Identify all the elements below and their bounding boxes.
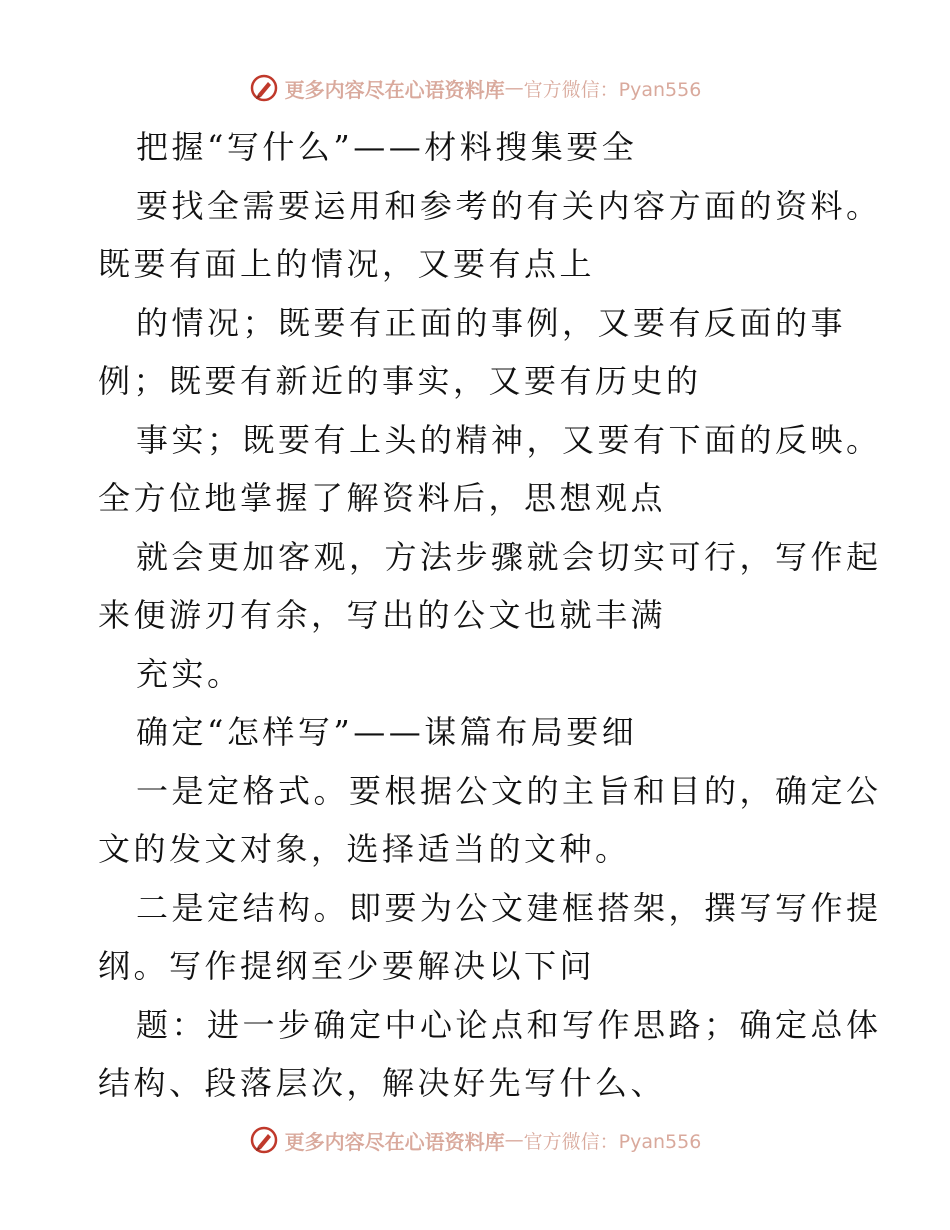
pen-logo-icon	[249, 1125, 279, 1155]
paragraph-line: 结构、段落层次，解决好先写什么、	[98, 1064, 667, 1102]
paragraph-line: 全方位地掌握了解资料后，思想观点	[98, 479, 667, 517]
paragraph-line: 事实；既要有上头的精神，又要有下面的反映。	[136, 420, 882, 459]
paragraph-line: 来便游刃有余，写出的公文也就丰满	[98, 596, 667, 634]
header-watermark	[0, 68, 950, 108]
footer-main-text: 更多内容尽在心语资料库	[284, 1129, 505, 1154]
section-heading: 把握“写什么”——材料搜集要全	[136, 128, 638, 166]
document-body	[98, 118, 882, 1113]
header-sub-text: 官方微信：Pyan556	[523, 78, 702, 101]
paragraph-line: 题：进一步确定中心论点和写作思路；确定总体	[136, 1005, 882, 1044]
paragraph-line: 的情况；既要有正面的事例，又要有反面的事	[136, 303, 847, 342]
paragraph-line: 一是定格式。要根据公文的主旨和目的，确定公	[136, 771, 882, 810]
section-heading: 确定“怎样写”——谋篇布局要细	[136, 713, 638, 751]
header-separator: —	[504, 77, 524, 99]
paragraph-line: 充实。	[136, 654, 243, 693]
paragraph-line: 二是定结构。即要为公文建框搭架，撰写写作提	[136, 888, 882, 927]
footer-watermark	[0, 1120, 950, 1160]
paragraph-line: 既要有面上的情况，又要有点上	[98, 245, 596, 283]
footer-sub-text: 官方微信：Pyan556	[523, 1130, 702, 1153]
pen-logo-icon	[249, 73, 279, 103]
header-main-text: 更多内容尽在心语资料库	[284, 77, 505, 102]
paragraph-line: 要找全需要运用和参考的有关内容方面的资料。	[136, 186, 882, 225]
paragraph-line: 例；既要有新近的事实，又要有历史的	[98, 362, 702, 400]
paragraph-line: 纲。写作提纲至少要解决以下问	[98, 947, 596, 985]
paragraph-line: 就会更加客观，方法步骤就会切实可行，写作起	[136, 537, 882, 576]
paragraph-line: 文的发文对象，选择适当的文种。	[98, 830, 631, 868]
footer-separator: —	[504, 1129, 524, 1151]
